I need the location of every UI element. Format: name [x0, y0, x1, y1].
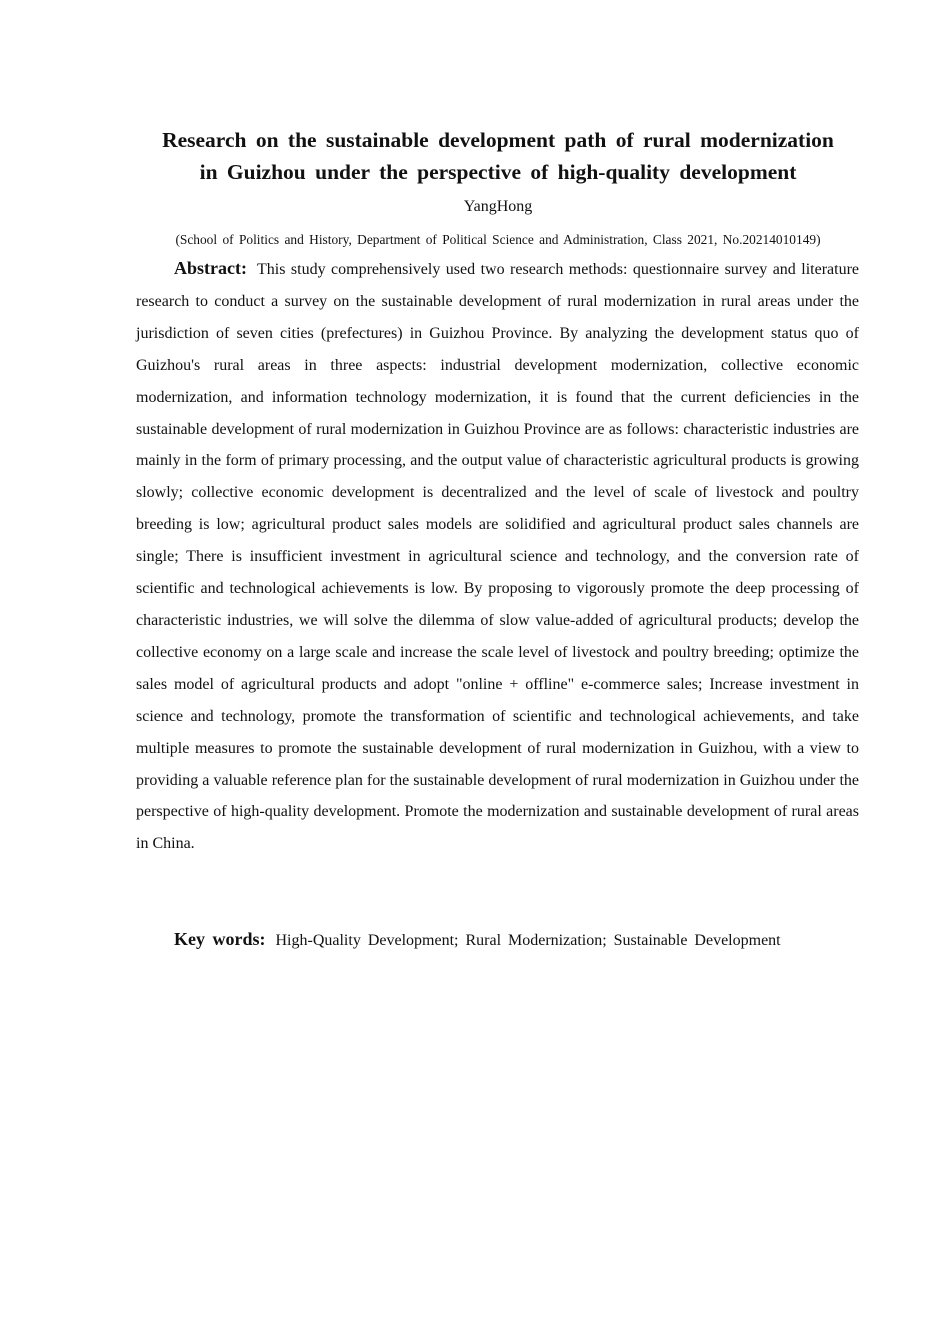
- keywords-paragraph: [136, 924, 859, 956]
- keywords-text: High-Quality Development; Rural Modernization; Sustainable Development: [275, 932, 781, 949]
- paper-title: [130, 124, 866, 188]
- author-affiliation: (School of Politics and History, Department of Political Science and Administration, Class 2021, No.20214010149): [175, 232, 821, 247]
- abstract-paragraph: [136, 253, 859, 860]
- paper-title-line-2: in Guizhou under the perspective of high-quality development: [199, 160, 797, 184]
- paper-title-line-1: Research on the sustainable development path of rural modernization: [162, 128, 834, 152]
- abstract-text: This study comprehensively used two research methods: questionnaire survey and literature research to conduct a survey on the sustainable development of rural modernization in rural areas under the jurisdiction of seven cities (prefectures) in Guizhou Province. By analyzing the development status quo of Guizhou's rural areas in three aspects: industrial development modernization, collective economic modernization, and information technology modernization, it is found that the current deficiencies in the sustainable development of rural modernization in Guizhou Province are as follows: characteristic industries are mainly in the form of primary processing, and the output value of characteristic agricultural products is growing slowly; collective economic development is decentralized and the level of scale of livestock and poultry breeding is low; agricultural product sales models are solidified and agricultural product sales channels are single; There is insufficient investment in agricultural science and technology, and the conversion rate of scientific and technological achievements is low. By proposing to vigorously promote the deep processing of characteristic industries, we will solve the dilemma of slow value-added of agricultural products; develop the collective economy on a large scale and increase the scale level of livestock and poultry breeding; optimize the sales model of agricultural products and adopt "online + offline" e-commerce sales; Increase investment in science and technology, promote the transformation of scientific and technological achievements, and take multiple measures to promote the sustainable development of rural modernization in Guizhou, with a view to providing a valuable reference plan for the sustainable development of rural modernization in Guizhou under the perspective of high-quality development. Promote the modernization and sustainable development of rural areas in China.: [136, 261, 859, 853]
- keywords-label: Key words:: [174, 929, 266, 949]
- abstract-label: Abstract:: [174, 258, 247, 278]
- author-name: YangHong: [463, 198, 533, 215]
